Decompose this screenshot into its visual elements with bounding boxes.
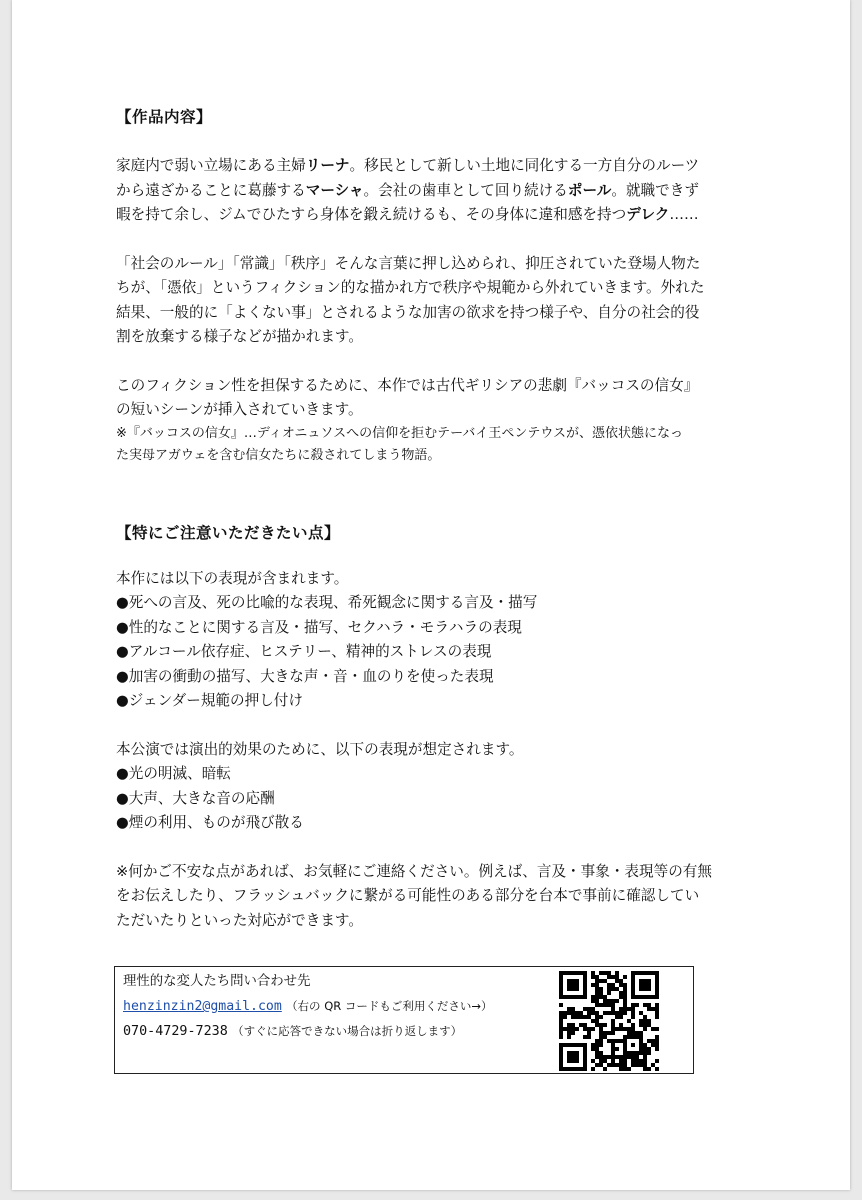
text-span: 。会社の歯車として回り続ける	[363, 181, 568, 199]
footnote-line: た実母アガウェを含む信女たちに殺されてしまう物語。	[116, 448, 441, 463]
list-item: ●大声、大きな音の応酬	[116, 789, 275, 807]
qr-code-icon[interactable]	[559, 971, 659, 1071]
text-line: ちが、「憑依」というフィクション的な描かれ方で秩序や規範から外れていきます。外れた	[116, 279, 705, 296]
text-line: ただいたりといった対応ができます。	[116, 911, 363, 929]
email-note: （右の QR コードもご利用ください→）	[286, 999, 493, 1013]
phone-number[interactable]: 070-4729-7238	[123, 1024, 228, 1039]
document-body	[116, 104, 776, 933]
contact-title: 理性的な変人たち問い合わせ先	[123, 974, 311, 989]
text-line	[116, 154, 776, 179]
list-item: ●ジェンダー規範の押し付け	[116, 692, 303, 709]
list-intro: 本作には以下の表現が含まれます。	[116, 569, 349, 587]
list-item: ●煙の利用、ものが飛び散る	[116, 814, 304, 831]
list-item: ●アルコール依存症、ヒステリー、精神的ストレスの表現	[116, 643, 492, 660]
footnote-line: ※『バッコスの信女』…ディオニュソスへの信仰を拒むテーバイ王ペンテウスが、憑依状態になっ	[116, 425, 684, 441]
text-line: の短いシーンが挿入されていきます。	[116, 401, 363, 418]
phone-note: （すぐに応答できない場合は折り返します）	[232, 1024, 463, 1038]
paragraph-bacchae	[116, 374, 776, 468]
text-line: このフィクション性を担保するために、本作では古代ギリシアの悲劇『バッコスの信女』	[116, 376, 699, 394]
text-line: をお伝えしたり、フラッシュバックに繋がる可能性のある部分を台本で事前に確認してい	[116, 887, 700, 904]
list-item: ●加害の衝動の描写、大きな声・音・血のりを使った表現	[116, 667, 494, 685]
text-span: ……	[669, 206, 699, 223]
text-line: 結果、一般的に「よくない事」とされるような加害の欲求を持つ様子や、自分の社会的役	[116, 303, 700, 321]
paragraph-characters	[116, 154, 776, 228]
text-span: 暇を持て余し、ジムでひたすら身体を鍛え続けるも、その身体に違和感を持つ	[116, 206, 627, 223]
text-line	[116, 203, 776, 228]
character-name: マーシャ	[305, 181, 364, 199]
character-name: デレク	[626, 206, 670, 223]
list-item: ●性的なことに関する言及・描写、セクハラ・モラハラの表現	[116, 618, 522, 636]
document-page	[12, 0, 850, 1190]
character-name: ポール	[567, 181, 612, 199]
text-span: から遠ざかることに葛藤する	[116, 181, 306, 199]
content-warning-list	[116, 567, 776, 714]
text-span: 。就職できず	[611, 181, 699, 199]
text-span: 家庭内で弱い立場にある主婦	[116, 157, 306, 174]
email-line	[123, 994, 493, 1019]
contact-box	[114, 966, 694, 1074]
phone-line	[123, 1019, 493, 1044]
list-intro: 本公演では演出的効果のために、以下の表現が想定されます。	[116, 740, 524, 758]
section-heading-content: 【作品内容】	[116, 108, 213, 126]
list-item: ●光の明滅、暗転	[116, 765, 231, 782]
paragraph-possession	[116, 252, 776, 350]
section-heading-warnings: 【特にご注意いただきたい点】	[116, 523, 341, 542]
staging-effects-list	[116, 738, 776, 836]
list-item: ●死への言及、死の比喩的な表現、希死観念に関する言及・描写	[116, 594, 538, 611]
email-link[interactable]: henzinzin2@gmail.com	[123, 999, 282, 1014]
paragraph-contact-guidance	[116, 860, 776, 934]
text-line	[116, 179, 776, 204]
qr-code-graphic	[559, 971, 659, 1071]
text-span: 。移民として新しい土地に同化する一方自分のルーツ	[349, 157, 700, 174]
text-line: 「社会のルール」「常識」「秩序」そんな言葉に押し込められ、抑圧されていた登場人物た	[116, 254, 701, 272]
text-line: 割を放棄する様子などが描かれます。	[116, 328, 363, 345]
character-name: リーナ	[305, 157, 350, 174]
text-line: ※何かご不安な点があれば、お気軽にご連絡ください。例えば、言及・事象・表現等の有無	[116, 862, 712, 880]
